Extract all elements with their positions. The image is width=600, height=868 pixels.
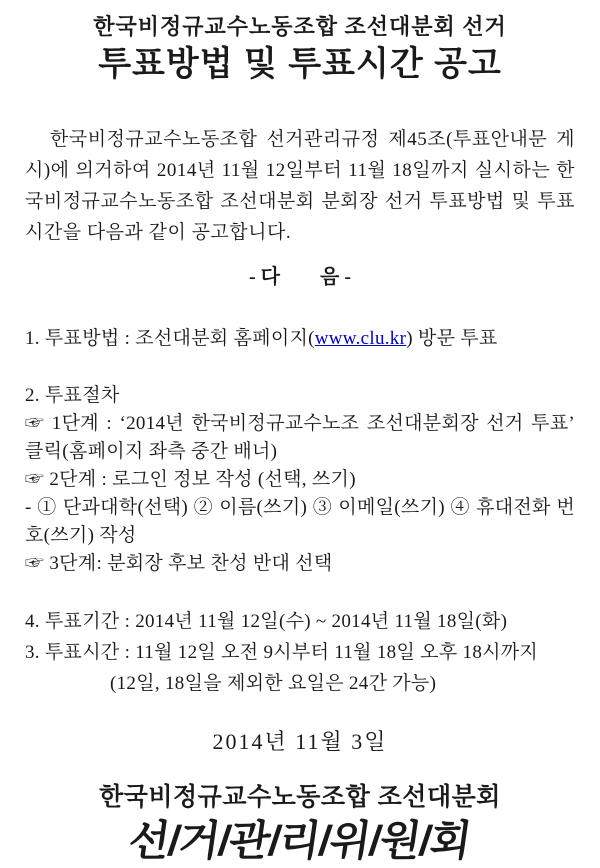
procedure-step-2-detail: - ① 단과대학(선택) ② 이름(쓰기) ③ 이메일(쓰기) ④ 휴대전화 번호(쓰기) 작성 (25, 497, 575, 546)
voting-period-line: 4. 투표기간 : 2014년 11월 12일(수) ~ 2014년 11월 18일(화) (25, 611, 508, 632)
voting-procedure-heading: 2. 투표절차 (25, 385, 120, 406)
election-subtitle: 한국비정규교수노동조합 조선대분회 선거 (93, 14, 507, 39)
organization-name: 한국비정규교수노동조합 조선대분회 (99, 783, 501, 811)
notice-title: 투표방법 및 투표시간 공고 (98, 45, 502, 83)
notice-footer (25, 729, 575, 867)
voting-method-suffix: ) 방문 투표 (406, 328, 498, 349)
voting-method-line (25, 324, 575, 354)
election-committee-text: 선/거/관/리/위/원/회 (126, 817, 474, 864)
election-committee-title (25, 815, 575, 867)
procedure-step-2: ☞ 2단계 : 로그인 정보 작성 (선택, 쓰기) (25, 469, 356, 490)
voting-procedure-section (25, 382, 575, 578)
voting-method-prefix: 1. 투표방법 : 조선대분회 홈페이지( (25, 328, 315, 349)
voting-time-note: (12일, 18일을 제외한 요일은 24간 가능) (110, 673, 437, 694)
procedure-step-3: ☞ 3단계: 분회장 후보 찬성 반대 선택 (25, 553, 333, 574)
procedure-step-1: ☞ 1단계 : ‘2014년 한국비정규교수노조 조선대분회장 선거 투표’ 클릭(홈페이지 좌측 중간 배너) (25, 413, 575, 462)
homepage-link[interactable]: www.clu.kr (314, 328, 407, 349)
intro-paragraph: 한국비정규교수노동조합 선거관리규정 제45조(투표안내문 게시)에 의거하여 2014년 11월 12일부터 11월 18일까지 실시하는 한국비정규교수노동조합 조선대분회 분회장 선거 투표방법 및 투표 시간을 다음과 같이 공고합니다. (25, 129, 575, 243)
notice-date: 2014년 11월 3일 (212, 729, 388, 754)
daeum-divider: - 다 음 - (249, 266, 351, 288)
voting-schedule-section (25, 606, 575, 699)
voting-time-line: 3. 투표시간 : 11월 12일 오전 9시부터 11월 18일 오후 18시까지 (25, 642, 539, 663)
